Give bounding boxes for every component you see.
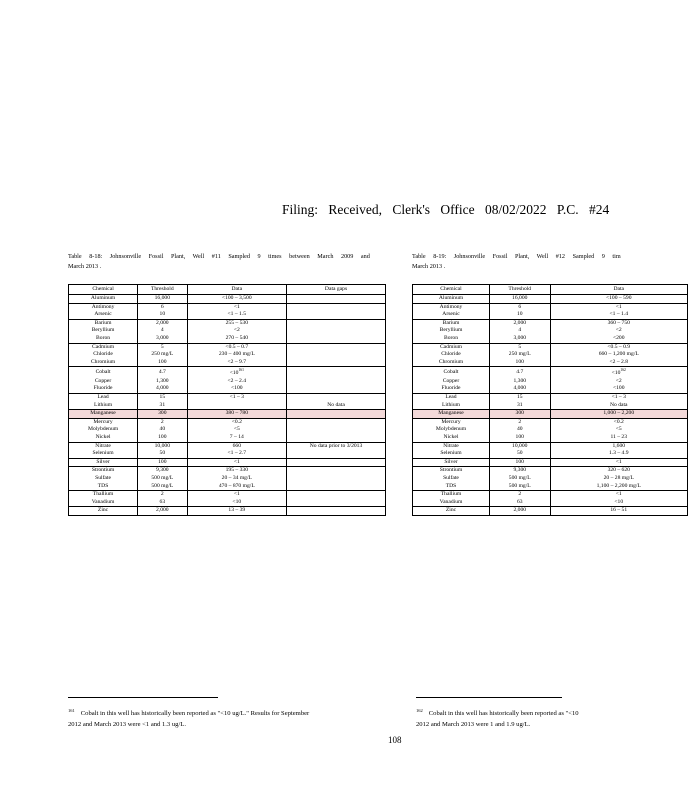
cell-data: 1,600 (550, 442, 688, 450)
cell-data-gap: No data prior to 3/2013 (287, 442, 386, 450)
table-row (69, 385, 386, 393)
cell-threshold: 10,000 (138, 442, 187, 450)
cell-threshold: 4 (490, 327, 551, 335)
cell-data-gap (287, 467, 386, 475)
cell-data: <200 (550, 335, 688, 343)
table-row (69, 483, 386, 491)
table-row (69, 418, 386, 426)
cell-threshold: 1,300 (490, 378, 551, 386)
cell-threshold: 500 mg/L (138, 483, 187, 491)
cell-chemical: Molybdenum (413, 426, 490, 434)
cell-threshold: 4.7 (138, 367, 187, 378)
cell-data: 20 – 34 mg/L (187, 475, 287, 483)
footnote-text: Cobalt in this well has historically been reported as "<10 (428, 710, 579, 718)
table-row (413, 458, 688, 467)
table-row (69, 491, 386, 499)
footnote-text-2: 2012 and March 2013 were 1 and 1.9 ug/L. (416, 721, 531, 729)
cell-data: <5 (550, 426, 688, 434)
caption-line-1: Table 8-18: Johnsonville Fossil Plant, Well #11 Sampled 9 times between March 2009 and (68, 253, 370, 260)
cell-data: <2 – 2.4 (187, 378, 287, 386)
cell-chemical: Cobalt (413, 367, 490, 378)
table-row (413, 378, 688, 386)
cell-data: <5 (187, 426, 287, 434)
column-header-data: Data (187, 285, 287, 295)
cell-data: No data (550, 402, 688, 410)
table-row (413, 402, 688, 410)
cell-data-gap (287, 475, 386, 483)
page-number: 108 (388, 735, 402, 745)
table-row (69, 507, 386, 516)
cell-data: <1 (550, 458, 688, 467)
cell-threshold: 250 mg/L (490, 351, 551, 359)
cell-data-gap (287, 507, 386, 516)
cell-data-gap (287, 410, 386, 419)
cell-threshold: 1,300 (138, 378, 187, 386)
cell-data: 7 – 14 (187, 434, 287, 442)
cell-data: 320 – 620 (550, 467, 688, 475)
cell-threshold: 500 mg/L (138, 475, 187, 483)
cell-chemical: Fluoride (69, 385, 138, 393)
cell-threshold: 16,000 (490, 295, 551, 304)
cell-threshold: 100 (138, 434, 187, 442)
cell-chemical: Nickel (413, 434, 490, 442)
cell-threshold: 16,000 (138, 295, 187, 304)
cell-chemical: Nitrate (69, 442, 138, 450)
cell-data-gap (287, 499, 386, 507)
table-row (69, 410, 386, 419)
cell-threshold: 100 (490, 359, 551, 367)
footnote-text: Cobalt in this well has historically been reported as "<10 ug/L." Results for September (80, 710, 310, 718)
column-header-data-gaps: Data gaps (287, 285, 386, 295)
column-header-threshold: Threshold (138, 285, 187, 295)
table-body (69, 295, 386, 516)
cell-data: <2 (550, 378, 688, 386)
column-header-chemical: Chemical (413, 285, 490, 295)
footnote-ref: 162 (620, 368, 626, 373)
cell-chemical: Nickel (69, 434, 138, 442)
cell-chemical: Aluminum (413, 295, 490, 304)
table-row (413, 295, 688, 304)
table-row (413, 303, 688, 311)
cell-data: <100 – 3,500 (187, 295, 287, 304)
table-row (413, 393, 688, 401)
cell-chemical: Zinc (413, 507, 490, 516)
footnote-text-2: 2012 and March 2013 were <1 and 1.3 ug/L. (68, 721, 186, 729)
cell-data-gap (287, 434, 386, 442)
cell-data: 360 – 750 (550, 319, 688, 327)
caption-line-2: March 2013 . (412, 262, 446, 270)
cell-data: 1,100 – 2,200 mg/L (550, 483, 688, 491)
cell-data (187, 402, 287, 410)
cell-chemical: Selenium (69, 450, 138, 458)
table-row (413, 343, 688, 351)
cell-data: <2 – 2.8 (550, 359, 688, 367)
table-caption (68, 252, 386, 272)
table-row (69, 311, 386, 319)
cell-chemical: Silver (413, 458, 490, 467)
cell-data: <1 – 3 (550, 393, 688, 401)
cell-chemical: Thallium (69, 491, 138, 499)
cell-data-gap (287, 351, 386, 359)
footnote-number: 162 (416, 708, 423, 713)
cell-chemical: Aluminum (69, 295, 138, 304)
cell-data: <1 (187, 303, 287, 311)
table-body (413, 295, 688, 516)
cell-chemical: Lead (69, 393, 138, 401)
cell-data: <1 – 1.4 (550, 311, 688, 319)
cell-chemical: Fluoride (413, 385, 490, 393)
cell-data: <100 (187, 385, 287, 393)
footnote-rule (68, 697, 218, 698)
cell-chemical: Cobalt (69, 367, 138, 378)
table-row (413, 410, 688, 419)
cell-chemical: Beryllium (69, 327, 138, 335)
cell-data: 195 – 330 (187, 467, 287, 475)
cell-data-gap (287, 367, 386, 378)
cell-data-gap (287, 303, 386, 311)
table-row (69, 393, 386, 401)
table-header-row (69, 285, 386, 295)
cell-threshold: 9,300 (138, 467, 187, 475)
table-row (413, 475, 688, 483)
cell-threshold: 3,000 (490, 335, 551, 343)
cell-data: <1 (550, 491, 688, 499)
cell-threshold: 500 mg/L (490, 483, 551, 491)
cell-data: <1 (187, 458, 287, 467)
cell-data-gap (287, 319, 386, 327)
cell-threshold: 3,000 (138, 335, 187, 343)
cell-chemical: Copper (413, 378, 490, 386)
cell-chemical: Chloride (69, 351, 138, 359)
cell-data-gap (287, 385, 386, 393)
cell-threshold: 300 (138, 410, 187, 419)
cell-chemical: Antimony (69, 303, 138, 311)
cell-threshold: 250 mg/L (138, 351, 187, 359)
filing-header: Filing: Received, Clerk's Office 08/02/2022 P.C. #24 (282, 202, 610, 217)
cell-threshold: 9,300 (490, 467, 551, 475)
cell-threshold: 10,000 (490, 442, 551, 450)
cell-data: <100 (550, 385, 688, 393)
column-header-data: Data (550, 285, 688, 295)
cell-chemical: Cadmium (413, 343, 490, 351)
cell-threshold: 10 (490, 311, 551, 319)
table-row (69, 303, 386, 311)
footnote-number: 161 (68, 708, 75, 713)
table-row (69, 351, 386, 359)
cell-chemical: Chloride (413, 351, 490, 359)
cell-data: 1,000 – 2,200 (550, 410, 688, 419)
table-row (69, 402, 386, 410)
table-row (69, 343, 386, 351)
cell-threshold: 31 (490, 402, 551, 410)
cell-chemical: Selenium (413, 450, 490, 458)
cell-data-gap: No data (287, 402, 386, 410)
cell-data: 470 – 870 mg/L (187, 483, 287, 491)
cell-data-gap (287, 327, 386, 335)
cell-data-gap (287, 378, 386, 386)
cell-threshold: 100 (490, 434, 551, 442)
cell-chemical: Sulfate (69, 475, 138, 483)
cell-chemical: Chromium (413, 359, 490, 367)
cell-threshold: 40 (490, 426, 551, 434)
cell-threshold: 5 (138, 343, 187, 351)
table-row (413, 335, 688, 343)
cell-chemical: Vanadium (413, 499, 490, 507)
cell-data-gap (287, 418, 386, 426)
cell-data-gap (287, 359, 386, 367)
table-row (69, 367, 386, 378)
caption-line-2: March 2013 . (68, 262, 102, 270)
cell-data: <2 – 9.7 (187, 359, 287, 367)
cell-data: <0.5 – 0.9 (550, 343, 688, 351)
cell-threshold: 4.7 (490, 367, 551, 378)
cell-threshold: 4,000 (490, 385, 551, 393)
cell-chemical: Molybdenum (69, 426, 138, 434)
cell-threshold: 300 (490, 410, 551, 419)
cell-chemical: Barium (69, 319, 138, 327)
cell-data-gap (287, 311, 386, 319)
column-header-threshold: Threshold (490, 285, 551, 295)
cell-data-gap (287, 450, 386, 458)
cell-threshold: 2,000 (138, 319, 187, 327)
table-row (413, 499, 688, 507)
cell-chemical: Boron (69, 335, 138, 343)
table-row (69, 295, 386, 304)
cell-chemical: Mercury (413, 418, 490, 426)
cell-chemical: Vanadium (69, 499, 138, 507)
cell-data-gap (287, 393, 386, 401)
cell-chemical: Arsenic (413, 311, 490, 319)
cell-threshold: 500 mg/L (490, 475, 551, 483)
cell-chemical: Copper (69, 378, 138, 386)
cell-data: <10 (187, 499, 287, 507)
cell-chemical: Cadmium (69, 343, 138, 351)
cell-data: 270 – 540 (187, 335, 287, 343)
cell-threshold: 4 (138, 327, 187, 335)
table-row (413, 311, 688, 319)
cell-data-gap (287, 343, 386, 351)
cell-threshold: 2,000 (490, 319, 551, 327)
caption-line-1: Table 8-19: Johnsonville Fossil Plant, Well #12 Sampled 9 tim (412, 253, 621, 260)
table-row (69, 335, 386, 343)
table-row (413, 426, 688, 434)
table-row (413, 507, 688, 516)
cell-data: 255 – 530 (187, 319, 287, 327)
cell-data-gap (287, 426, 386, 434)
cell-threshold: 4,000 (138, 385, 187, 393)
cell-threshold: 100 (490, 458, 551, 467)
table-row (413, 385, 688, 393)
cell-threshold: 6 (138, 303, 187, 311)
cell-data: <2 (550, 327, 688, 335)
table-row (413, 359, 688, 367)
cell-chemical: Arsenic (69, 311, 138, 319)
cell-threshold: 50 (138, 450, 187, 458)
cell-data: <1 (550, 303, 688, 311)
cell-data: <0.2 (550, 418, 688, 426)
footnote-ref: 161 (238, 368, 244, 373)
cell-chemical: Lithium (69, 402, 138, 410)
table-row (69, 426, 386, 434)
cell-data: $<10^{161}$ (187, 367, 287, 378)
table-row (413, 367, 688, 378)
cell-threshold: 2,000 (490, 507, 551, 516)
cell-threshold: 63 (490, 499, 551, 507)
cell-threshold: 2 (490, 491, 551, 499)
table-row (413, 418, 688, 426)
cell-threshold: 10 (138, 311, 187, 319)
cell-threshold: 40 (138, 426, 187, 434)
table-row (69, 475, 386, 483)
table-row (69, 442, 386, 450)
cell-chemical: Thallium (413, 491, 490, 499)
cell-threshold: 100 (138, 458, 187, 467)
cell-data: 1.3 – 4.9 (550, 450, 688, 458)
cell-chemical: Beryllium (413, 327, 490, 335)
cell-data-gap (287, 295, 386, 304)
cell-chemical: Strontium (413, 467, 490, 475)
table-row (69, 378, 386, 386)
cell-chemical: Lead (413, 393, 490, 401)
table-row (69, 467, 386, 475)
cell-chemical: Boron (413, 335, 490, 343)
right-page (412, 252, 641, 516)
cell-data-gap (287, 491, 386, 499)
table-row (69, 359, 386, 367)
table-row (413, 327, 688, 335)
table-row (413, 450, 688, 458)
table-row (413, 351, 688, 359)
cell-data-gap (287, 335, 386, 343)
cell-data: <0.2 (187, 418, 287, 426)
cell-chemical: Manganese (69, 410, 138, 419)
cell-data: <1 – 2.7 (187, 450, 287, 458)
cell-threshold: 100 (138, 359, 187, 367)
cell-threshold: 50 (490, 450, 551, 458)
table-row (69, 458, 386, 467)
left-page (68, 252, 386, 516)
footnote-162 (416, 705, 618, 730)
table-row (69, 499, 386, 507)
table-row (413, 434, 688, 442)
cell-chemical: Mercury (69, 418, 138, 426)
cell-threshold: 2 (138, 418, 187, 426)
cell-data: <1 (187, 491, 287, 499)
cell-chemical: Manganese (413, 410, 490, 419)
cell-data: 230 – 400 mg/L (187, 351, 287, 359)
cell-data: <2 (187, 327, 287, 335)
table-header-row (413, 285, 688, 295)
cell-data-gap (287, 458, 386, 467)
cell-data: <0.5 – 0.7 (187, 343, 287, 351)
table-row (69, 450, 386, 458)
table-row (413, 467, 688, 475)
cell-threshold: 15 (138, 393, 187, 401)
table-row (413, 491, 688, 499)
cell-data: <1 – 1.5 (187, 311, 287, 319)
cell-threshold: 31 (138, 402, 187, 410)
cell-chemical: Strontium (69, 467, 138, 475)
table-row (69, 319, 386, 327)
column-header-chemical: Chemical (69, 285, 138, 295)
cell-data: 380 – 780 (187, 410, 287, 419)
footnote-rule (416, 697, 562, 698)
cell-threshold: 63 (138, 499, 187, 507)
data-table-well-12 (412, 284, 688, 516)
cell-threshold: 2 (138, 491, 187, 499)
cell-chemical: Sulfate (413, 475, 490, 483)
table-row (69, 434, 386, 442)
cell-data: <10 (550, 499, 688, 507)
cell-data: <1 – 3 (187, 393, 287, 401)
cell-chemical: Chromium (69, 359, 138, 367)
cell-chemical: Antimony (413, 303, 490, 311)
cell-data: <100 – 590 (550, 295, 688, 304)
cell-data: 660 – 1,200 mg/L (550, 351, 688, 359)
table-row (413, 319, 688, 327)
cell-data: 13 – 39 (187, 507, 287, 516)
cell-chemical: Zinc (69, 507, 138, 516)
table-row (413, 483, 688, 491)
cell-threshold: 5 (490, 343, 551, 351)
cell-chemical: Lithium (413, 402, 490, 410)
data-table-well-11 (68, 284, 386, 516)
cell-threshold: 2 (490, 418, 551, 426)
cell-data: $<10^{162}$ (550, 367, 688, 378)
cell-threshold: 2,000 (138, 507, 187, 516)
cell-data: 660 (187, 442, 287, 450)
cell-chemical: Nitrate (413, 442, 490, 450)
table-row (69, 327, 386, 335)
footnote-161 (68, 705, 388, 730)
cell-data-gap (287, 483, 386, 491)
table-caption (412, 252, 621, 272)
table-row (413, 442, 688, 450)
cell-chemical: TDS (413, 483, 490, 491)
cell-threshold: 6 (490, 303, 551, 311)
cell-chemical: Barium (413, 319, 490, 327)
cell-data: 11 – 23 (550, 434, 688, 442)
cell-data: 16 – 51 (550, 507, 688, 516)
cell-chemical: Silver (69, 458, 138, 467)
cell-threshold: 15 (490, 393, 551, 401)
cell-chemical: TDS (69, 483, 138, 491)
cell-data: 20 – 28 mg/L (550, 475, 688, 483)
